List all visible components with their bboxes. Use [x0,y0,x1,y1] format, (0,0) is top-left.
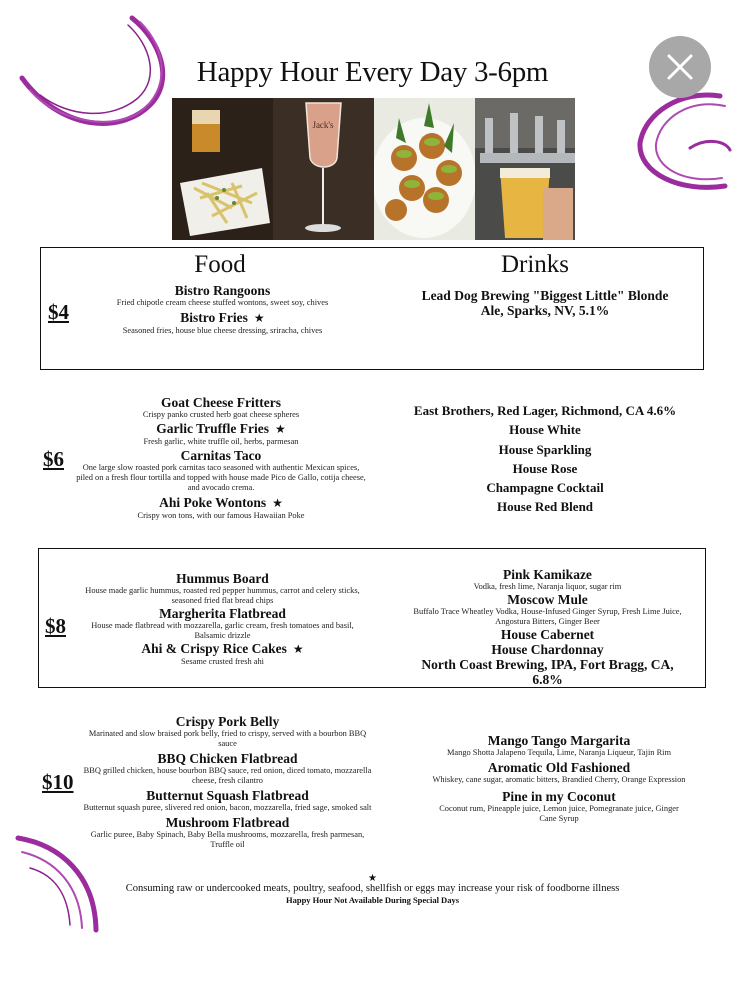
menu-item [80,714,375,749]
item-desc: Fried chipotle cream cheese stuffed wontons, sweet soy, chives [116,298,329,307]
photo-beer-tap [475,98,575,240]
tier6-food-list [75,395,367,521]
drink-name: Lead Dog Brewing "Biggest Little" Blonde Ale, Sparks, NV, 5.1% [421,288,669,318]
drink-name: House White [509,422,581,438]
star-icon: ★ [292,642,304,656]
drink-name: Mango Tango Margarita [487,733,631,748]
tier6-drink-list [405,401,685,517]
photo-fries-and-shot [172,98,273,240]
page-title: Happy Hour Every Day 3-6pm [196,56,549,88]
item-desc: Crispy panko crusted herb goat cheese spheres [142,410,300,419]
drink-name: House Chardonnay [491,642,604,657]
item-name: Butternut Squash Flatbread [146,788,309,803]
tier4-price: $4 [48,300,69,324]
menu-item [100,283,345,308]
drink-name: Aromatic Old Fashioned [487,760,631,775]
drink-item [410,567,685,592]
tier4-food-list [100,283,345,336]
item-name: Garlic Truffle Fries [156,421,269,436]
star-icon: ★ [253,311,265,325]
tier6-price: $6 [43,447,64,471]
item-desc: House made flatbread with mozzarella, garlic cream, fresh tomatoes and basil, Balsamic drizzle [91,621,354,640]
item-desc: Marinated and slow braised pork belly, fried to crispy, served with a bourbon BBQ sauce [88,729,367,748]
drink-item [430,760,688,785]
drink-name: North Coast Brewing, IPA, Fort Bragg, CA, 6.8% [421,657,674,687]
item-name: Mushroom Flatbread [165,815,290,830]
drink-name: East Brothers, Red Lager, Richmond, CA 4.6% [413,403,677,418]
menu-item [75,395,367,420]
menu-item [80,815,375,850]
drink-name: Pine in my Coconut [502,789,616,804]
photo-strip [172,98,575,240]
item-desc: Garlic puree, Baby Spinach, Baby Bella mushrooms, mozzarella, fresh parmesan, Truffle oil [90,830,365,849]
photo-fritters [374,98,475,240]
drinks-header: Drinks [500,251,570,278]
tier4-drink-list [410,288,680,318]
item-desc: Crispy won tons, with our famous Hawaiian Poke [137,511,305,520]
item-name: Ahi Poke Wontons [159,495,267,510]
item-desc: House made garlic hummus, roasted red pepper hummus, carrot and celery sticks, seasoned fried flat bread chips [85,586,360,605]
drink-desc: Vodka, fresh lime, Naranja liquor, sugar rim [473,582,622,591]
tier8-food-list [75,571,370,667]
star-icon: ★ [272,496,283,510]
menu-item [80,788,375,813]
menu-item [75,571,370,606]
foodborne-warning: Consuming raw or undercooked meats, poultry, seafood, shellfish or eggs may increase your risk of foodborne illness [125,883,620,894]
drink-name: House Red Blend [496,499,594,515]
star-icon: ★ [274,422,286,436]
drink-desc: Coconut rum, Pineapple juice, Lemon juice, Pomegranate juice, Ginger Cane Syrup [439,804,679,823]
menu-item [80,751,375,786]
footer-star-icon: ★ [368,873,377,884]
menu-item [75,448,367,493]
item-name: Carnitas Taco [180,448,262,463]
drink-name: Moscow Mule [507,592,588,607]
tier10-price: $10 [42,770,74,794]
item-name: Bistro Rangoons [174,283,271,298]
item-name: BBQ Chicken Flatbread [157,751,298,766]
item-name: Crispy Pork Belly [175,714,280,729]
food-header: Food [194,251,246,278]
item-name: Bistro Fries [180,310,248,325]
drink-desc: Mango Shotta Jalapeno Tequila, Lime, Naranja Liqueur, Tajin Rim [446,748,672,757]
tier10-drink-list [430,733,688,824]
tier8-price: $8 [45,614,66,638]
drink-name: Pink Kamikaze [503,567,592,582]
item-desc: Sesame crusted fresh ahi [180,657,265,666]
item-name: Hummus Board [176,571,269,586]
drink-item [430,733,688,758]
item-desc: One large slow roasted pork carnitas taco seasoned with authentic Mexican spices, piled on a fresh flour tortilla and topped with house made Pico de Gallo, cotija cheese, and avocado crema. [76,463,366,492]
item-name: Goat Cheese Fritters [161,395,281,410]
item-name: Margherita Flatbread [159,606,286,621]
drink-name: House Rose [512,460,578,476]
item-desc: Seasoned fries, house blue cheese dressing, sriracha, chives [122,326,323,335]
menu-item [100,310,345,336]
menu-item [75,421,367,447]
tier10-food-list [80,714,375,850]
item-desc: Butternut squash puree, slivered red onion, bacon, mozzarella, fried sage, smoked salt [83,803,372,812]
special-days-notice: Happy Hour Not Available During Special Days [285,895,459,905]
glass-logo: Jack's [312,120,334,130]
drink-desc: Buffalo Trace Wheatley Vodka, House-Infused Ginger Syrup, Fresh Lime Juice, Angostura Bitters, Ginger Beer [413,607,682,626]
drink-desc: Whiskey, cane sugar, aromatic bitters, Brandied Cherry, Orange Expression [432,775,686,784]
drink-name: House Sparkling [498,441,592,457]
tier8-drink-list [410,567,685,687]
item-name: Ahi & Crispy Rice Cakes [141,641,287,656]
item-desc: Fresh garlic, white truffle oil, herbs, parmesan [143,437,299,446]
drink-name: Champagne Cocktail [486,480,604,496]
drink-item [430,789,688,824]
drink-name: House Cabernet [500,627,595,642]
menu-item [75,641,370,667]
purple-swirl-right [630,88,745,198]
photo-champagne-glass [273,98,374,240]
menu-item [75,606,370,641]
menu-item [75,495,367,521]
drink-item [410,592,685,627]
item-desc: BBQ grilled chicken, house bourbon BBQ sauce, red onion, diced tomato, mozzarella cheese, fresh cilantro [83,766,372,785]
